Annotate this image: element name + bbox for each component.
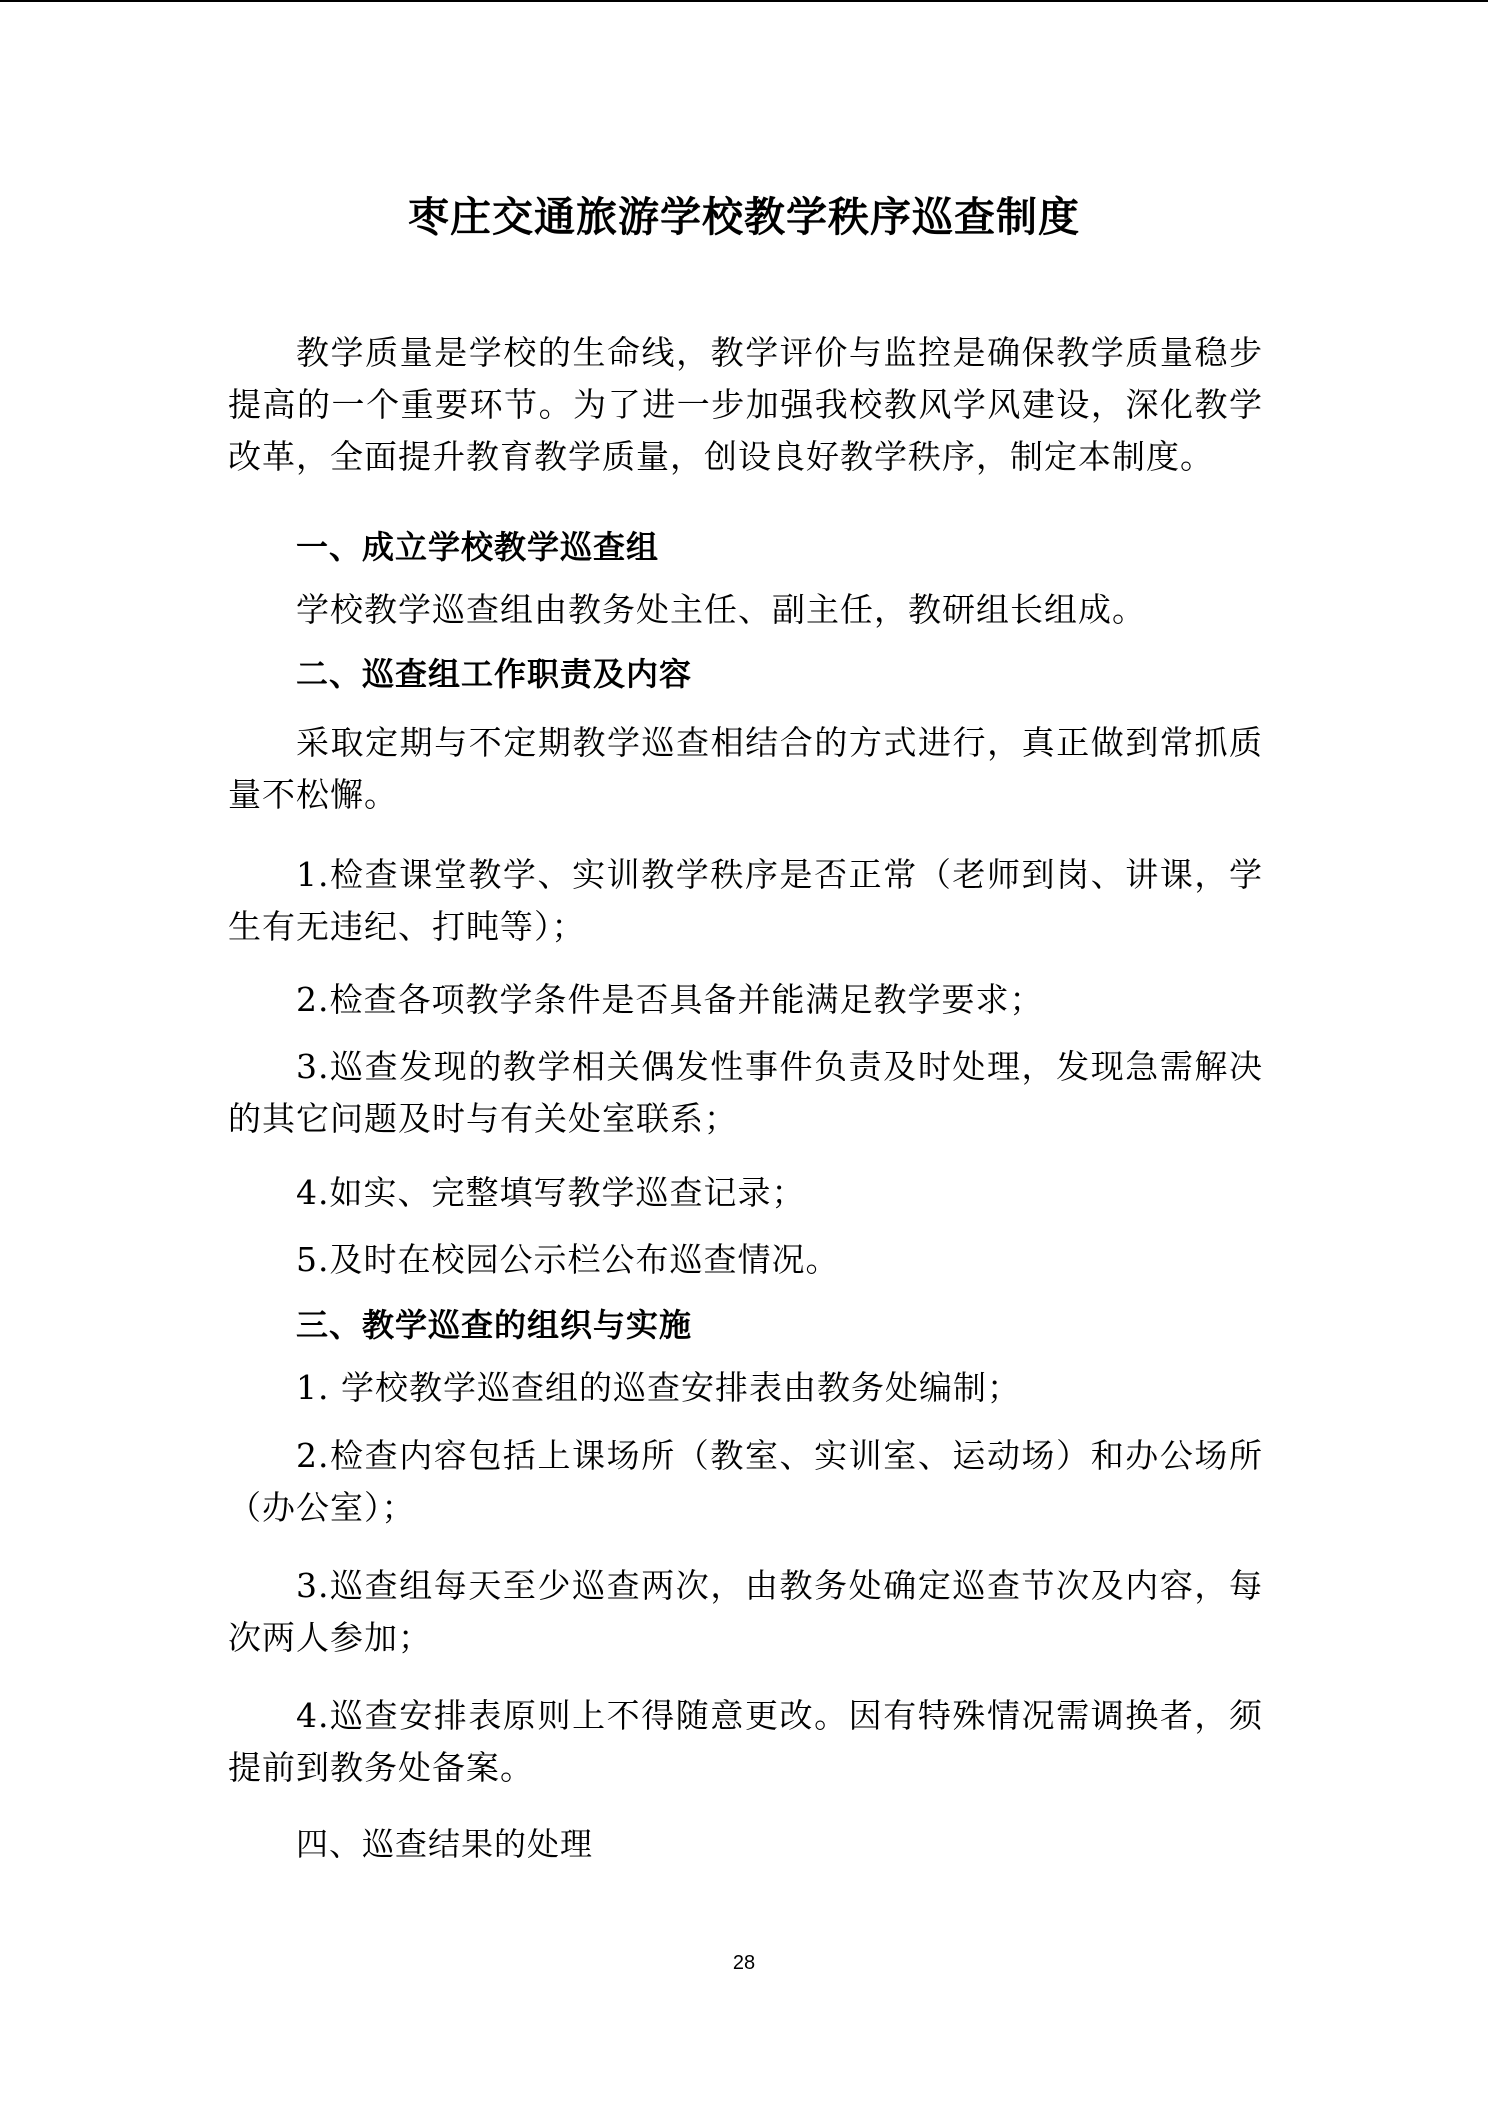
section-3-item-1: 1. 学校教学巡查组的巡查安排表由教务处编制；: [296, 1368, 1021, 1407]
section-1-heading: 一、成立学校教学巡查组: [296, 528, 660, 566]
section-3-item-2: 2.检查内容包括上课场所（教室、实训室、运动场）和办公场所（办公室）；: [228, 1436, 1263, 1527]
section-2-heading: 二、巡查组工作职责及内容: [296, 655, 693, 693]
intro-paragraph: 教学质量是学校的生命线，教学评价与监控是确保教学质量稳步提高的一个重要环节。为了进一步加强我校教风学风建设，深化教学改革，全面提升教育教学质量，创设良好教学秩序，制定本制度。: [228, 333, 1263, 476]
section-3-item-4: 4.巡查安排表原则上不得随意更改。因有特殊情况需调换者，须提前到教务处备案。: [228, 1696, 1263, 1787]
section-2-intro: 采取定期与不定期教学巡查相结合的方式进行，真正做到常抓质量不松懈。: [228, 723, 1263, 814]
section-2-item-2: 2.检查各项教学条件是否具备并能满足教学要求；: [296, 980, 1044, 1019]
page-number: 28: [732, 1952, 756, 1974]
section-2-item-4: 4.如实、完整填写教学巡查记录；: [296, 1173, 806, 1212]
section-2-item-5: 5.及时在校园公示栏公布巡查情况。: [296, 1240, 840, 1279]
section-3-item-3: 3.巡查组每天至少巡查两次，由教务处确定巡查节次及内容，每次两人参加；: [228, 1566, 1263, 1657]
section-3-heading: 三、教学巡查的组织与实施: [296, 1306, 693, 1344]
section-1-text: 学校教学巡查组由教务处主任、副主任，教研组长组成。: [296, 590, 1146, 629]
section-2-item-3: 3.巡查发现的教学相关偶发性事件负责及时处理，发现急需解决的其它问题及时与有关处室联系；: [228, 1047, 1263, 1138]
section-4-heading: 四、巡查结果的处理: [296, 1825, 594, 1863]
section-2-item-1: 1.检查课堂教学、实训教学秩序是否正常（老师到岗、讲课，学生有无违纪、打盹等）；: [228, 855, 1263, 946]
document-title: 枣庄交通旅游学校教学秩序巡查制度: [408, 193, 1080, 241]
top-border-line: [0, 0, 1488, 2]
